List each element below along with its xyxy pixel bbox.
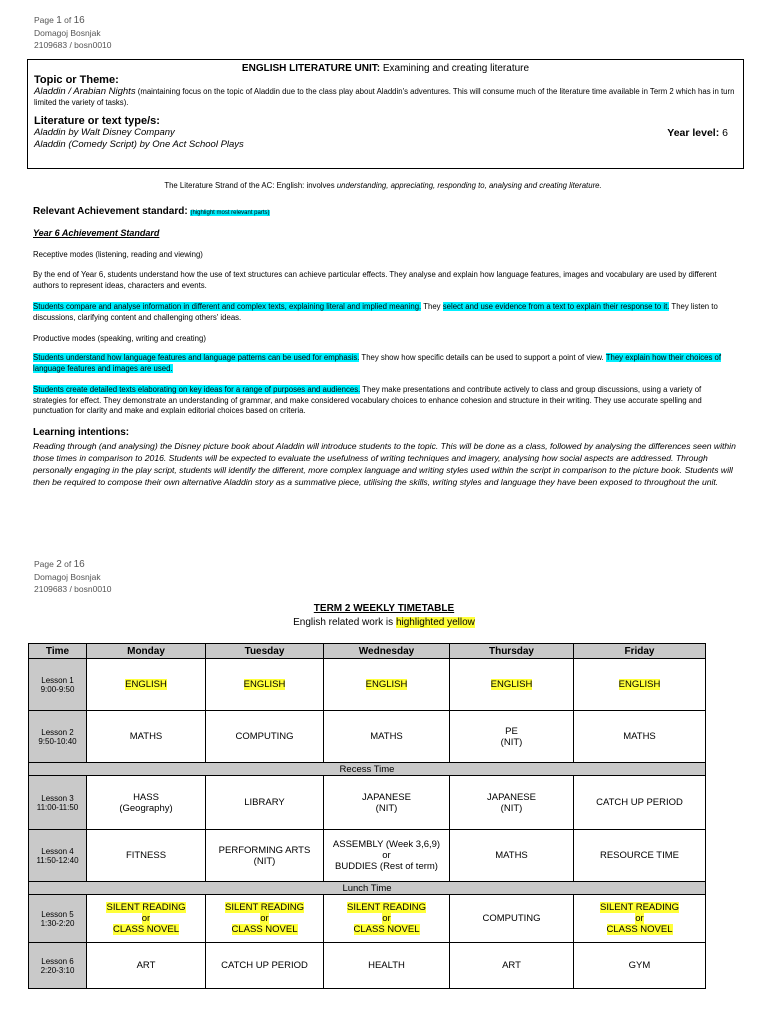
- table-cell: JAPANESE (NIT): [450, 776, 574, 830]
- table-cell: SILENT READING or CLASS NOVEL: [206, 895, 324, 943]
- table-cell: COMPUTING: [450, 895, 574, 943]
- table-cell: ENGLISH: [87, 659, 206, 711]
- table-cell: PE (NIT): [450, 711, 574, 763]
- page-header-2: [34, 558, 112, 595]
- topic-label: Topic or Theme:: [34, 74, 119, 86]
- author-name: Domagoj Bosnjak: [34, 28, 101, 38]
- table-cell: HASS (Geography): [87, 776, 206, 830]
- achievement-paragraph: Students compare and analyse information in different and complex texts, explaining literal and implied meaning. They select and use evidence from a text to explain their response to it. They listen to discussions, clarifying content and challenging others' ideas.: [33, 302, 718, 322]
- page-number: Page 2 of 16: [34, 559, 85, 570]
- unit-title: ENGLISH LITERATURE UNIT: Examining and creating literature: [241, 63, 530, 74]
- header-thursday: Thursday: [450, 644, 574, 659]
- table-cell: SILENT READING or CLASS NOVEL: [324, 895, 450, 943]
- page-header-1: [34, 14, 112, 51]
- topic-text: Aladdin / Arabian Nights (maintaining focus on the topic of Aladdin due to the class play about Aladdin's adventures. This will consume much of the literature time available in Term 2 which has in turn limited the variety of tasks).: [34, 86, 735, 107]
- table-cell: ENGLISH: [206, 659, 324, 711]
- learning-intentions-text: Reading through (and analysing) the Disney picture book about Aladdin will introduce students to the topic. This will be done as a class, followed by analysing the differences seen within those times in comparison to 2016. Students will be expected to evaluate the usefulness of writing techniques and imagery, analysing how social aspects are addressed. Through personally engaging in the play script, students will identify the different, more complex language and writing styles used within the script in comparison to the picture book. Students will then be required to compose their own alternative Aladdin story as a summative piece, utilising the skills, writing styles and language they have been exposed to throughout the unit.: [33, 441, 736, 487]
- achievement-heading: Relevant Achievement standard: (highlight most relevant parts): [33, 206, 270, 217]
- student-id: 2109683 / bosn0010: [34, 584, 112, 594]
- table-row: [29, 895, 706, 943]
- table-cell: MATHS: [574, 711, 706, 763]
- table-cell: LIBRARY: [206, 776, 324, 830]
- timetable-subtitle: English related work is highlighted yellow: [293, 617, 475, 628]
- timetable: [28, 643, 706, 989]
- lesson-cell: Lesson 5 1:30-2:20: [29, 895, 87, 943]
- page-number: Page 1 of 16: [34, 15, 85, 26]
- standard-title: Year 6 Achievement Standard: [33, 228, 160, 238]
- literature-item: Aladdin by Walt Disney Company: [34, 127, 175, 138]
- student-id: 2109683 / bosn0010: [34, 40, 112, 50]
- table-cell: CATCH UP PERIOD: [574, 776, 706, 830]
- header-tuesday: Tuesday: [206, 644, 324, 659]
- header-wednesday: Wednesday: [324, 644, 450, 659]
- table-cell: GYM: [574, 943, 706, 989]
- table-row: [29, 711, 706, 763]
- table-row: [29, 659, 706, 711]
- table-cell: PERFORMING ARTS (NIT): [206, 830, 324, 882]
- table-cell: ART: [87, 943, 206, 989]
- table-cell: FITNESS: [87, 830, 206, 882]
- achievement-paragraph: Students create detailed texts elaborating on key ideas for a range of purposes and audiences. They make presentations and contribute actively to class and group discussions, using a variety of strategies for effect. They demonstrate an understanding of grammar, and make considered vocabulary choices to enhance cohesion and structure in their writing. They use accurate spelling and punctuation for clarity and make and explain editorial choices based on criteria.: [33, 385, 702, 415]
- productive-heading: Productive modes (speaking, writing and creating): [33, 334, 206, 343]
- table-cell: ENGLISH: [324, 659, 450, 711]
- table-cell: ART: [450, 943, 574, 989]
- literature-item: Aladdin (Comedy Script) by One Act School Plays: [34, 139, 244, 150]
- table-cell: COMPUTING: [206, 711, 324, 763]
- lesson-cell: Lesson 4 11:50-12:40: [29, 830, 87, 882]
- learning-intentions-label: Learning intentions:: [33, 427, 130, 438]
- table-cell: RESOURCE TIME: [574, 830, 706, 882]
- receptive-heading: Receptive modes (listening, reading and viewing): [33, 250, 203, 259]
- lesson-cell: Lesson 2 9:50-10:40: [29, 711, 87, 763]
- table-cell: ENGLISH: [450, 659, 574, 711]
- table-cell: ASSEMBLY (Week 3,6,9) or BUDDIES (Rest of term): [324, 830, 450, 882]
- table-cell: MATHS: [324, 711, 450, 763]
- lesson-cell: Lesson 6 2:20-3:10: [29, 943, 87, 989]
- table-cell: MATHS: [87, 711, 206, 763]
- unit-info-box: [27, 59, 744, 169]
- lesson-cell: Lesson 3 11:00-11:50: [29, 776, 87, 830]
- header-time: Time: [29, 644, 87, 659]
- table-cell: MATHS: [450, 830, 574, 882]
- table-cell: SILENT READING or CLASS NOVEL: [574, 895, 706, 943]
- recess-row: [29, 763, 706, 776]
- lunch-row: [29, 882, 706, 895]
- header-friday: Friday: [574, 644, 706, 659]
- timetable-title: TERM 2 WEEKLY TIMETABLE: [313, 603, 455, 614]
- year-level: Year level: 6: [667, 127, 728, 139]
- lesson-cell: Lesson 1 9:00-9:50: [29, 659, 87, 711]
- table-row: [29, 943, 706, 989]
- table-cell: HEALTH: [324, 943, 450, 989]
- literature-strand: The Literature Strand of the AC: English: involves understanding, appreciating, responding to, analysing and creating literature.: [164, 181, 602, 190]
- literature-label: Literature or text type/s:: [34, 115, 160, 127]
- table-row: [29, 830, 706, 882]
- recess-label: Recess Time: [29, 763, 706, 776]
- table-cell: JAPANESE (NIT): [324, 776, 450, 830]
- achievement-paragraph: Students understand how language features and language patterns can be used for emphasis. They show how specific details can be used to support a point of view. They explain how their choices of language features and images are used.: [33, 353, 722, 373]
- table-cell: ENGLISH: [574, 659, 706, 711]
- table-cell: SILENT READING or CLASS NOVEL: [87, 895, 206, 943]
- table-cell: CATCH UP PERIOD: [206, 943, 324, 989]
- header-monday: Monday: [87, 644, 206, 659]
- lunch-label: Lunch Time: [29, 882, 706, 895]
- author-name: Domagoj Bosnjak: [34, 572, 101, 582]
- achievement-paragraph: By the end of Year 6, students understand how the use of text structures can achieve particular effects. They analyse and explain how language features, images and vocabulary are used by different authors to represent ideas, characters and events.: [33, 270, 717, 290]
- table-row: [29, 776, 706, 830]
- header-row: [29, 644, 706, 659]
